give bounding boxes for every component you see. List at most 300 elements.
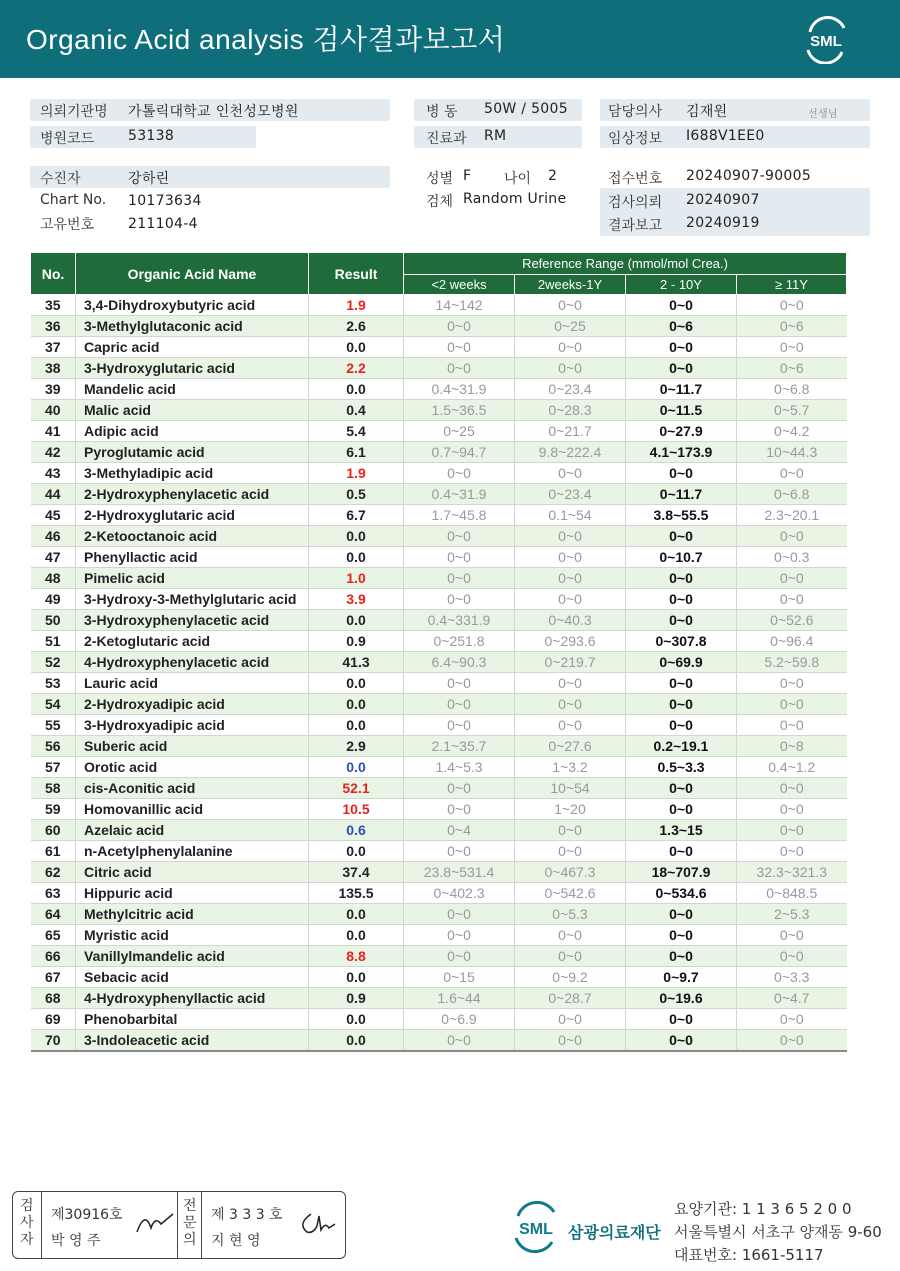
ward-value: 50W / 5005 — [484, 101, 568, 117]
ref-2-10y: 0~0 — [626, 358, 737, 379]
acid-name: Lauric acid — [76, 673, 309, 694]
ref-lt2w: 1.7~45.8 — [404, 505, 515, 526]
ref-lt2w: 0~0 — [404, 841, 515, 862]
acid-name: 3-Methylglutaconic acid — [76, 316, 309, 337]
acid-name: 3-Indoleacetic acid — [76, 1030, 309, 1052]
table-row — [31, 442, 847, 463]
ref-2-10y: 0~9.7 — [626, 967, 737, 988]
ref-2w1y: 0~0 — [515, 568, 626, 589]
examinee-value: 강하린 — [128, 171, 170, 187]
table-row — [31, 484, 847, 505]
table-row — [31, 694, 847, 715]
ref-ge11y: 0~0 — [737, 820, 847, 841]
row-number: 55 — [31, 715, 76, 736]
ref-lt2w: 0~0 — [404, 715, 515, 736]
ref-2-10y: 0~11.5 — [626, 400, 737, 421]
examinee-label: 수진자 — [40, 171, 81, 187]
acid-name: Pimelic acid — [76, 568, 309, 589]
ref-ge11y: 32.3~321.3 — [737, 862, 847, 883]
ref-2w1y: 0~0 — [515, 715, 626, 736]
ref-ge11y: 0~0 — [737, 337, 847, 358]
ref-2w1y: 0~0 — [515, 841, 626, 862]
acid-name: 3-Hydroxyglutaric acid — [76, 358, 309, 379]
result-value: 6.1 — [309, 442, 404, 463]
ref-2w1y: 0~0 — [515, 694, 626, 715]
table-row — [31, 295, 847, 316]
ref-lt2w: 14~142 — [404, 295, 515, 316]
ref-lt2w: 0.4~31.9 — [404, 379, 515, 400]
table-row — [31, 799, 847, 820]
ref-2w1y: 0~9.2 — [515, 967, 626, 988]
ref-lt2w: 1.4~5.3 — [404, 757, 515, 778]
result-value: 1.9 — [309, 463, 404, 484]
acid-name: 2-Ketooctanoic acid — [76, 526, 309, 547]
ref-2-10y: 0~307.8 — [626, 631, 737, 652]
receipt-value: 20240907-90005 — [686, 168, 812, 184]
ref-lt2w: 0~0 — [404, 925, 515, 946]
report-value: 20240919 — [686, 215, 760, 231]
table-row — [31, 526, 847, 547]
acid-name: Suberic acid — [76, 736, 309, 757]
examiner-license: 제30916호 — [51, 1207, 123, 1223]
ref-lt2w: 0~0 — [404, 358, 515, 379]
ref-2-10y: 0~0 — [626, 526, 737, 547]
result-value: 2.6 — [309, 316, 404, 337]
row-number: 61 — [31, 841, 76, 862]
ref-2-10y: 0~0 — [626, 694, 737, 715]
result-value: 135.5 — [309, 883, 404, 904]
ref-2w1y: 0~28.7 — [515, 988, 626, 1009]
result-value: 41.3 — [309, 652, 404, 673]
row-number: 47 — [31, 547, 76, 568]
acid-name: Vanillylmandelic acid — [76, 946, 309, 967]
table-row — [31, 358, 847, 379]
acid-name: 4-Hydroxyphenyllactic acid — [76, 988, 309, 1009]
row-number: 56 — [31, 736, 76, 757]
ref-2w1y: 10~54 — [515, 778, 626, 799]
col-result-header: Result — [309, 253, 404, 295]
ref-ge11y: 0~6 — [737, 358, 847, 379]
row-number: 57 — [31, 757, 76, 778]
ref-ge11y: 0~0 — [737, 778, 847, 799]
institution-code: 요양기관: 1 1 3 6 5 2 0 0 — [674, 1200, 852, 1218]
ref-2-10y: 0~0 — [626, 799, 737, 820]
specialist-license: 제 3 3 3 호 — [211, 1207, 283, 1223]
org-phone: 대표번호: 1661-5117 — [674, 1246, 824, 1264]
ref-ge11y: 0~0 — [737, 295, 847, 316]
ref-lt2w: 0.4~31.9 — [404, 484, 515, 505]
acid-name: Myristic acid — [76, 925, 309, 946]
acid-name: Phenyllactic acid — [76, 547, 309, 568]
result-value: 37.4 — [309, 862, 404, 883]
acid-name: Capric acid — [76, 337, 309, 358]
ref-lt2w: 0~0 — [404, 946, 515, 967]
report-title: Organic Acid analysis 검사결과보고서 — [26, 24, 506, 55]
row-number: 43 — [31, 463, 76, 484]
examiner-vertical-label: 검 사 자 — [20, 1198, 34, 1248]
result-value: 0.0 — [309, 1009, 404, 1030]
request-label: 검사의뢰 — [608, 195, 663, 211]
doctor-label: 담당의사 — [608, 104, 663, 120]
sex-value: F — [463, 168, 472, 184]
ref-2w1y: 0~0 — [515, 337, 626, 358]
result-value: 10.5 — [309, 799, 404, 820]
ref-2w1y: 1~20 — [515, 799, 626, 820]
ref-lt2w: 0~25 — [404, 421, 515, 442]
ref-2w1y: 1~3.2 — [515, 757, 626, 778]
result-value: 0.0 — [309, 967, 404, 988]
specialist-name: 지 현 영 — [211, 1233, 261, 1249]
table-row — [31, 400, 847, 421]
ref-ge11y: 0~0 — [737, 925, 847, 946]
table-row — [31, 337, 847, 358]
ref-2-10y: 0~19.6 — [626, 988, 737, 1009]
ref-2w1y: 0~0 — [515, 946, 626, 967]
ref-lt2w: 23.8~531.4 — [404, 862, 515, 883]
result-value: 0.0 — [309, 925, 404, 946]
table-row — [31, 631, 847, 652]
col-no-header: No. — [31, 253, 76, 295]
col-ref-lt2w: <2 weeks — [404, 275, 515, 295]
uid-label: 고유번호 — [40, 217, 95, 233]
ref-ge11y: 0~0 — [737, 946, 847, 967]
chart-label: Chart No. — [40, 192, 107, 208]
row-number: 37 — [31, 337, 76, 358]
ref-2-10y: 0~0 — [626, 946, 737, 967]
ref-lt2w: 0~0 — [404, 1030, 515, 1052]
table-row — [31, 505, 847, 526]
acid-name: Citric acid — [76, 862, 309, 883]
col-ref-2w1y: 2weeks-1Y — [515, 275, 626, 295]
dept-value: RM — [484, 128, 507, 144]
row-number: 50 — [31, 610, 76, 631]
ref-2-10y: 0~11.7 — [626, 484, 737, 505]
row-number: 45 — [31, 505, 76, 526]
table-row — [31, 379, 847, 400]
row-number: 52 — [31, 652, 76, 673]
row-number: 39 — [31, 379, 76, 400]
ref-2-10y: 0~0 — [626, 463, 737, 484]
row-number: 63 — [31, 883, 76, 904]
ref-lt2w: 0~0 — [404, 337, 515, 358]
acid-name: Adipic acid — [76, 421, 309, 442]
table-row — [31, 547, 847, 568]
result-value: 5.4 — [309, 421, 404, 442]
table-row — [31, 673, 847, 694]
ref-ge11y: 0~0 — [737, 799, 847, 820]
row-number: 66 — [31, 946, 76, 967]
row-number: 46 — [31, 526, 76, 547]
institution-value: 가톨릭대학교 인천성모병원 — [128, 104, 299, 120]
acid-name: 2-Hydroxyphenylacetic acid — [76, 484, 309, 505]
ref-lt2w: 0~0 — [404, 589, 515, 610]
acid-name: 2-Ketoglutaric acid — [76, 631, 309, 652]
ref-2w1y: 0~25 — [515, 316, 626, 337]
ref-ge11y: 0~0 — [737, 589, 847, 610]
ref-ge11y: 0~52.6 — [737, 610, 847, 631]
row-number: 41 — [31, 421, 76, 442]
table-row — [31, 820, 847, 841]
table-row — [31, 904, 847, 925]
acid-name: 3-Hydroxyphenylacetic acid — [76, 610, 309, 631]
table-row — [31, 778, 847, 799]
ref-2-10y: 0~0 — [626, 904, 737, 925]
request-value: 20240907 — [686, 192, 760, 208]
signature-box — [12, 1191, 346, 1259]
ref-ge11y: 0~0 — [737, 715, 847, 736]
ref-2-10y: 0~69.9 — [626, 652, 737, 673]
table-row — [31, 1009, 847, 1030]
ref-2w1y: 0~467.3 — [515, 862, 626, 883]
ref-2w1y: 0~0 — [515, 1030, 626, 1052]
col-ref-ge11y: ≥ 11Y — [737, 275, 847, 295]
ref-lt2w: 0.4~331.9 — [404, 610, 515, 631]
acid-name: 4-Hydroxyphenylacetic acid — [76, 652, 309, 673]
table-row — [31, 862, 847, 883]
specialist-signature-icon — [295, 1208, 339, 1238]
ref-2w1y: 0~23.4 — [515, 484, 626, 505]
footer-logo-text: SML — [519, 1221, 553, 1238]
ref-lt2w: 0~4 — [404, 820, 515, 841]
table-row — [31, 421, 847, 442]
ref-ge11y: 2.3~20.1 — [737, 505, 847, 526]
ref-2-10y: 0~0 — [626, 673, 737, 694]
acid-name: 3-Methyladipic acid — [76, 463, 309, 484]
result-value: 0.6 — [309, 820, 404, 841]
table-row — [31, 652, 847, 673]
table-row — [31, 946, 847, 967]
ref-2-10y: 4.1~173.9 — [626, 442, 737, 463]
sml-logo-icon — [800, 14, 852, 64]
acid-name: Phenobarbital — [76, 1009, 309, 1030]
org-address: 서울특별시 서초구 양재동 9-60 — [674, 1223, 882, 1241]
header-bar — [0, 0, 900, 78]
ref-lt2w: 0.7~94.7 — [404, 442, 515, 463]
result-value: 0.0 — [309, 673, 404, 694]
ref-2-10y: 1.3~15 — [626, 820, 737, 841]
row-number: 67 — [31, 967, 76, 988]
acid-name: Mandelic acid — [76, 379, 309, 400]
sex-label: 성별 — [426, 171, 454, 187]
ref-2-10y: 0~0 — [626, 568, 737, 589]
ref-lt2w: 1.5~36.5 — [404, 400, 515, 421]
ref-2w1y: 9.8~222.4 — [515, 442, 626, 463]
row-number: 36 — [31, 316, 76, 337]
result-value: 6.7 — [309, 505, 404, 526]
ref-ge11y: 0~0 — [737, 694, 847, 715]
table-row — [31, 316, 847, 337]
acid-name: 2-Hydroxyglutaric acid — [76, 505, 309, 526]
ref-lt2w: 0~15 — [404, 967, 515, 988]
acid-name: cis-Aconitic acid — [76, 778, 309, 799]
ref-2w1y: 0~5.3 — [515, 904, 626, 925]
result-value: 0.9 — [309, 631, 404, 652]
result-value: 1.0 — [309, 568, 404, 589]
examiner-signature-icon — [133, 1208, 177, 1238]
sml-footer-logo-icon — [510, 1198, 562, 1258]
ref-2w1y: 0~0 — [515, 820, 626, 841]
result-value: 1.9 — [309, 295, 404, 316]
acid-name: Azelaic acid — [76, 820, 309, 841]
ref-2-10y: 0~27.9 — [626, 421, 737, 442]
ref-lt2w: 0~0 — [404, 463, 515, 484]
acid-name: Sebacic acid — [76, 967, 309, 988]
col-ref-header: Reference Range (mmol/mol Crea.) — [404, 253, 847, 275]
ref-lt2w: 0~0 — [404, 547, 515, 568]
ref-2w1y: 0~0 — [515, 526, 626, 547]
receipt-label: 접수번호 — [608, 171, 663, 187]
table-row — [31, 925, 847, 946]
ref-2w1y: 0~0 — [515, 463, 626, 484]
ref-ge11y: 2~5.3 — [737, 904, 847, 925]
acid-name: 3,4-Dihydroxybutyric acid — [76, 295, 309, 316]
acid-name: 2-Hydroxyadipic acid — [76, 694, 309, 715]
ref-ge11y: 0~0 — [737, 1030, 847, 1052]
table-row — [31, 1030, 847, 1052]
table-row — [31, 715, 847, 736]
ref-ge11y: 5.2~59.8 — [737, 652, 847, 673]
ref-ge11y: 0~0 — [737, 526, 847, 547]
ref-2w1y: 0~21.7 — [515, 421, 626, 442]
row-number: 44 — [31, 484, 76, 505]
ref-lt2w: 1.6~44 — [404, 988, 515, 1009]
hospital-code-value: 53138 — [128, 128, 175, 144]
ref-ge11y: 0~6.8 — [737, 484, 847, 505]
specialist-vertical-label: 전 문 의 — [183, 1198, 197, 1248]
ref-ge11y: 0~96.4 — [737, 631, 847, 652]
ref-2-10y: 0.5~3.3 — [626, 757, 737, 778]
doctor-value: 김재원 — [686, 104, 728, 120]
ref-2w1y: 0~0 — [515, 1009, 626, 1030]
clinical-value: I688V1EE0 — [686, 128, 765, 144]
ref-lt2w: 0~0 — [404, 568, 515, 589]
ref-2-10y: 18~707.9 — [626, 862, 737, 883]
ref-lt2w: 0~402.3 — [404, 883, 515, 904]
row-number: 54 — [31, 694, 76, 715]
ref-2w1y: 0~0 — [515, 925, 626, 946]
table-row — [31, 568, 847, 589]
divider — [177, 1192, 178, 1258]
ref-ge11y: 0~4.7 — [737, 988, 847, 1009]
ref-2-10y: 0~534.6 — [626, 883, 737, 904]
ref-2-10y: 0.2~19.1 — [626, 736, 737, 757]
ref-lt2w: 6.4~90.3 — [404, 652, 515, 673]
report-label: 결과보고 — [608, 218, 663, 234]
age-label: 나이 — [504, 171, 532, 187]
ref-2w1y: 0.1~54 — [515, 505, 626, 526]
ref-2-10y: 0~10.7 — [626, 547, 737, 568]
specimen-label: 검체 — [426, 194, 454, 210]
result-value: 0.0 — [309, 547, 404, 568]
row-number: 40 — [31, 400, 76, 421]
ref-2-10y: 0~0 — [626, 778, 737, 799]
ref-lt2w: 0~0 — [404, 778, 515, 799]
result-value: 0.4 — [309, 400, 404, 421]
ref-2-10y: 0~0 — [626, 1009, 737, 1030]
result-value: 0.0 — [309, 337, 404, 358]
ref-2-10y: 0~0 — [626, 295, 737, 316]
ref-2-10y: 0~0 — [626, 715, 737, 736]
row-number: 35 — [31, 295, 76, 316]
ref-ge11y: 0~0 — [737, 568, 847, 589]
table-row — [31, 463, 847, 484]
ref-lt2w: 0~0 — [404, 316, 515, 337]
ward-label: 병 동 — [426, 104, 458, 120]
result-value: 0.0 — [309, 694, 404, 715]
row-number: 38 — [31, 358, 76, 379]
ref-2-10y: 3.8~55.5 — [626, 505, 737, 526]
ref-ge11y: 0~0 — [737, 463, 847, 484]
row-number: 48 — [31, 568, 76, 589]
ref-ge11y: 0~0.3 — [737, 547, 847, 568]
ref-ge11y: 10~44.3 — [737, 442, 847, 463]
result-value: 2.9 — [309, 736, 404, 757]
ref-ge11y: 0~0 — [737, 841, 847, 862]
table-row — [31, 841, 847, 862]
row-number: 60 — [31, 820, 76, 841]
result-value: 0.0 — [309, 1030, 404, 1052]
table-row — [31, 757, 847, 778]
age-value: 2 — [548, 168, 558, 184]
acid-name: 3-Hydroxy-3-Methylglutaric acid — [76, 589, 309, 610]
col-name-header: Organic Acid Name — [76, 253, 309, 295]
ref-lt2w: 0~0 — [404, 673, 515, 694]
ref-lt2w: 2.1~35.7 — [404, 736, 515, 757]
ref-ge11y: 0~4.2 — [737, 421, 847, 442]
examiner-name: 박 영 주 — [51, 1233, 101, 1249]
result-value: 0.0 — [309, 610, 404, 631]
ref-2-10y: 0~0 — [626, 337, 737, 358]
row-number: 49 — [31, 589, 76, 610]
ref-2w1y: 0~219.7 — [515, 652, 626, 673]
divider — [41, 1192, 42, 1258]
acid-name: Malic acid — [76, 400, 309, 421]
result-value: 0.0 — [309, 715, 404, 736]
acid-name: 3-Hydroxyadipic acid — [76, 715, 309, 736]
logo-text: SML — [810, 33, 842, 50]
result-value: 0.9 — [309, 988, 404, 1009]
row-number: 62 — [31, 862, 76, 883]
specimen-value: Random Urine — [463, 191, 567, 207]
results-table — [30, 252, 847, 1052]
acid-name: n-Acetylphenylalanine — [76, 841, 309, 862]
table-row — [31, 589, 847, 610]
ref-lt2w: 0~0 — [404, 526, 515, 547]
result-value: 0.0 — [309, 757, 404, 778]
table-row — [31, 883, 847, 904]
acid-name: Homovanillic acid — [76, 799, 309, 820]
row-number: 42 — [31, 442, 76, 463]
result-value: 52.1 — [309, 778, 404, 799]
ref-2w1y: 0~542.6 — [515, 883, 626, 904]
ref-2w1y: 0~28.3 — [515, 400, 626, 421]
ref-2-10y: 0~0 — [626, 589, 737, 610]
ref-ge11y: 0.4~1.2 — [737, 757, 847, 778]
ref-2-10y: 0~6 — [626, 316, 737, 337]
row-number: 69 — [31, 1009, 76, 1030]
ref-2-10y: 0~0 — [626, 610, 737, 631]
ref-2w1y: 0~0 — [515, 673, 626, 694]
ref-2w1y: 0~0 — [515, 358, 626, 379]
row-number: 68 — [31, 988, 76, 1009]
ref-2w1y: 0~0 — [515, 589, 626, 610]
row-number: 65 — [31, 925, 76, 946]
ref-2-10y: 0~0 — [626, 1030, 737, 1052]
result-value: 2.2 — [309, 358, 404, 379]
acid-name: Hippuric acid — [76, 883, 309, 904]
row-number: 51 — [31, 631, 76, 652]
ref-lt2w: 0~6.9 — [404, 1009, 515, 1030]
